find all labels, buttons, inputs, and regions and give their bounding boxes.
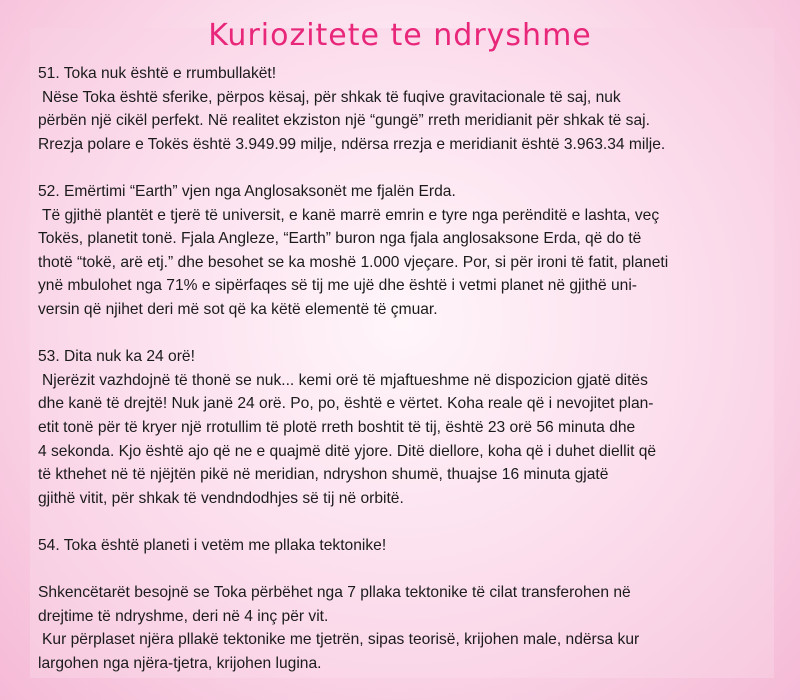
paragraph-line: etit tonë për të kryer një rrotullim të plotë rreth boshtit të tij, është 23 orë 56 minuta dhe [38, 418, 636, 436]
paragraph-line: përbën një cikël perfekt. Në realitet ekziston një “gungë” rreth meridianit për shkak të saj. [38, 112, 650, 130]
paragraph-line: Nëse Toka është sferike, përpos kësaj, për shkak të fuqive gravitacionale të saj, nuk [42, 88, 621, 106]
paragraph-line: Të gjithë plantët e tjerë të universit, e kanë marrë emrin e tyre nga perënditë e lashta, veç [42, 206, 660, 224]
paragraph-line: të kthehet në të njëjtën pikë në meridian, ndryshon shumë, thuajse 16 minuta gjatë [38, 466, 609, 484]
paragraph-line: Tokës, planetit tonë. Fjala Angleze, “Earth” buron nga fjala anglosaksone Erda, që do të [38, 230, 642, 248]
article-body [38, 62, 770, 675]
section-heading: 51. Toka nuk është e rrumbullakët! [38, 65, 277, 82]
paragraph-line: drejtime të ndryshme, deri në 4 inç për vit. [38, 607, 329, 625]
paragraph-line: thotë “tokë, arë etj.” dhe besohet se ka moshë 1.000 vjeçare. Por, si për ironi të fatit, planeti [38, 253, 669, 271]
paragraph-line: 4 sekonda. Kjo është ajo që ne e quajmë ditë yjore. Ditë diellore, koha që i duhet diellit që [38, 442, 657, 460]
paragraph-line: Njerëzit vazhdojnë të thonë se nuk... kemi orë të mjaftueshme në dispozicion gjatë ditës [42, 371, 648, 389]
paragraph-line: gjithë vitit, për shkak të vendndodhjes së tij në orbitë. [38, 489, 404, 507]
paragraph-line: ynë mbulohet nga 71% e sipërfaqes së tij me ujë dhe është i vetmi planet në gjithë uni- [38, 277, 637, 295]
page-title: Kuriozitete te ndryshme [208, 18, 592, 53]
section-heading: 52. Emërtimi “Earth” vjen nga Anglosaksonët me fjalën Erda. [38, 182, 456, 200]
paragraph-line: Shkencëtarët besojnë se Toka përbëhet nga 7 pllaka tektonike të cilat transferohen në [38, 584, 631, 602]
section-spacer [38, 510, 770, 534]
paragraph-line: largohen nga njëra-tjetra, krijohen lugina. [38, 654, 322, 672]
section-heading: 54. Toka është planeti i vetëm me pllaka tektonike! [38, 536, 387, 554]
section-spacer [38, 322, 770, 346]
section-heading: 53. Dita nuk ka 24 orë! [38, 348, 195, 366]
section-spacer [38, 557, 770, 581]
paragraph-line: versin që njihet deri më sot që ka këtë elementë të çmuar. [38, 300, 438, 318]
paragraph-line: dhe kanë të drejtë! Nuk janë 24 orë. Po, po, është e vërtet. Koha reale që i nevojitet plan- [38, 395, 654, 413]
paragraph-line: Rrezja polare e Tokës është 3.949.99 milje, ndërsa rrezja e meridianit është 3.963.34 milje. [38, 135, 666, 153]
paragraph-line: Kur përplaset njëra pllakë tektonike me tjetrën, sipas teorisë, krijohen male, ndërsa kur [42, 631, 640, 649]
section-spacer [38, 156, 770, 180]
